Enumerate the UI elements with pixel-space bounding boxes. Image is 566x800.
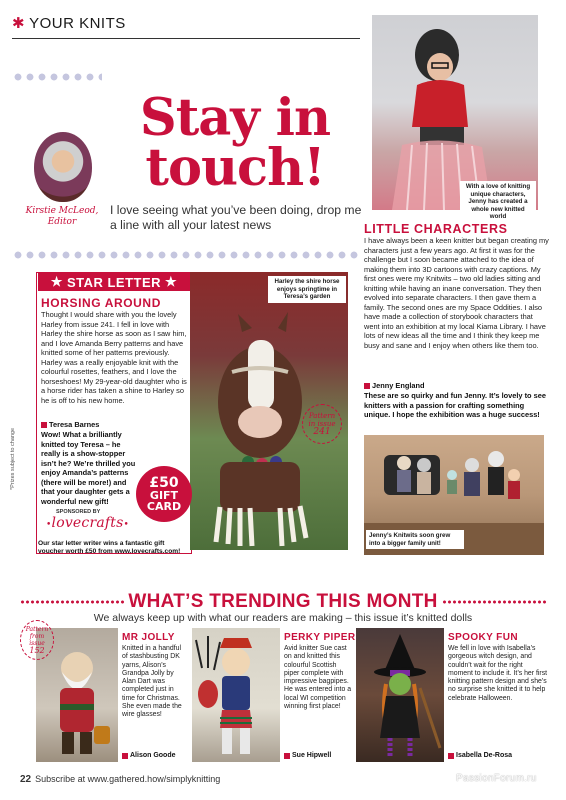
author-name: Isabella De-Rosa [456,752,513,759]
author-marker-icon [122,753,128,759]
trending-heading: WHAT’S TRENDING THIS MONTH [128,591,438,612]
pattern-from-issue-stamp: Pattern from issue 152 [20,620,54,660]
trend-item-body: Knitted in a handful of stashbusting DK yarns, Alison’s Grandpa Jolly by Alan Dart was completed just in time for Christmas. She even made the wire glasses! [122,645,182,719]
page-number: 22 [20,774,32,785]
jenny-character-photo [372,15,538,220]
trend-item-body: Avid knitter Sue cast on and knitted this colourful Scottish piper complete with impressive bagpipes. He was entered into a local WI competition winning first place! [284,645,352,711]
little-characters-body: I have always been a keen knitter but began creating my characters just a few years ago. At first it was for the challenge but I soon became attached to the idea of making them into 3D cartoons with crazy captions. My first ones were my Knitwits – two old ladies sitting and knitting while having an inane conversation. They then evolved into separate characters. I then gave them a family. The second ones are my Space Oddities. I also have made a collection of storybook characters that went into an exhibition at my local Kiama Library. I have lots of new ideas all the time and I think they keep me busy and sane and I enjoy when others like them too. [364,236,549,350]
star-letter-label: STAR LETTER [66,274,162,290]
header-rule [12,38,360,39]
star-letter-heading: HORSING AROUND [41,296,161,310]
star-letter-body: Thought I would share with you the lovely Harley from issue 241. I fell in love with Harley the shire horse as soon as I saw him, and I love Amanda Berry patterns and have knitted some of her patterns previously. Harley was a really enjoyable knit with the colourful rosettes, feathers, and I love the horseshoes! My 29-year-old daughter who is a horse rider has taken a shine to Harley so he is off to his new home. [41,310,187,405]
intro-text: I love seeing what you’ve been doing, drop me a line with all your latest news [110,203,362,232]
dot-row-top-left [12,72,102,82]
trending-subheading: We always keep up with what our readers are making – this issue it’s knitted dolls [93,612,473,624]
title-line-2: touch! [145,138,325,198]
author-name: Jenny England [372,381,425,390]
star-letter-banner [38,273,190,291]
star-icon: ★ [50,274,63,289]
trend-item-author [122,752,176,759]
top-right-caption: With a love of knitting unique characters, Jenny has created a whole new knitted world [460,181,536,223]
little-characters-heading: LITTLE CHARACTERS [364,222,508,236]
prize-text: Our star letter writer wins a fantastic gift voucher worth £50 from www.lovecrafts.com! [38,540,181,555]
editor-photo [34,132,92,202]
little-characters-reply: These are so quirky and fun Jenny. It’s lovely to see knitters with a passion for crafting something unique. I hope the exhibition was a huge success! [364,391,546,419]
trend-item-title: MR JOLLY [122,632,175,643]
dot-row-mid [12,250,360,260]
perky-piper-photo [192,628,280,762]
horse-caption: Harley the shire horse enjoys springtime in Teresa’s garden [268,276,346,303]
star-letter-author [41,420,99,429]
editor-name: Kirstie McLeod, [25,206,99,216]
star-icon: ★ [165,274,178,289]
watermark: PassionForum.ru [456,773,537,784]
footer-text: Subscribe at www.gathered.how/simplyknitting [35,774,221,784]
trend-item-title: SPOOKY FUN [448,632,518,643]
witch-illustration [356,628,444,762]
trend-item-author [284,752,331,759]
lovecrafts-logo-text: lovecrafts [51,515,124,531]
trend-item-body: We fell in love with Isabella’s gorgeous witch design, and couldn’t wait for the right moment to include it. It’s her first knitting pattern design and she’s no surprise she knitted it to help celebrate Halloween. [448,645,548,702]
knitwits-photo [364,435,544,555]
perky-piper-illustration [192,628,280,762]
lovecrafts-logo: •lovecrafts• [46,515,130,531]
trending-header [20,591,546,613]
harley-horse-photo [190,272,348,550]
trend-item-author [448,752,512,759]
author-marker-icon [284,753,290,759]
prizes-note: *Prizes subject to change [10,427,16,490]
editor-role: Editor [47,217,77,227]
pattern-issue-stamp: Pattern in issue 241 [302,404,342,444]
author-name: Teresa Barnes [49,420,100,429]
little-characters-author [364,381,425,390]
title-line-1: Stay in [139,88,331,148]
author-name: Sue Hipwell [292,752,332,759]
dotted-line-right [442,600,546,604]
section-tag [12,14,126,32]
author-name: Alison Goode [130,752,176,759]
author-marker-icon [364,383,370,389]
knitwits-caption: Jenny’s Knitwits soon grew into a bigger family unit! [366,530,464,549]
page-title [100,88,370,198]
spooky-fun-photo [356,628,444,762]
footer [20,774,220,785]
trend-item-title: PERKY PIPER [284,632,356,643]
asterisk-icon: ✱ [12,15,26,32]
author-marker-icon [41,422,47,428]
editor-signature [22,206,102,228]
star-letter-reply: Wow! What a brilliantly knitted toy Teresa – he really is a show-stopper isn’t he? We’re thrilled you enjoy Amanda’s patterns (there will be more!) and that your daughter gets a wonderful new gift! [41,430,136,506]
gift-card-badge: £50 GIFT CARD [136,466,192,522]
section-label: YOUR KNITS [29,14,126,32]
author-marker-icon [448,753,454,759]
dotted-line-left [20,600,124,604]
sponsored-label: SPONSORED BY [56,509,101,515]
